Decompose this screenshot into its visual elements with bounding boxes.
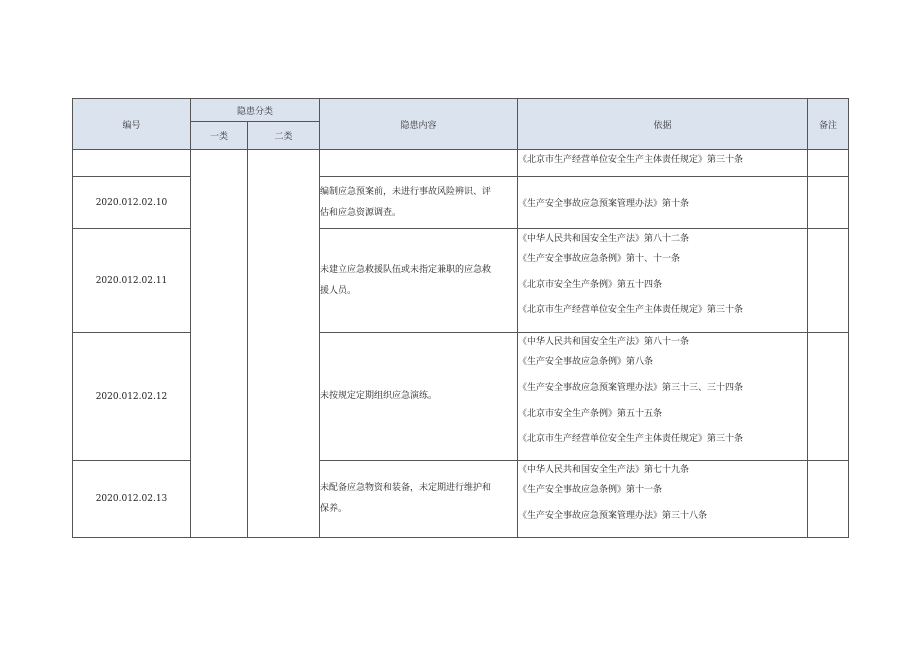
basis-line: 《生产安全事故应急条例》第八条 bbox=[518, 357, 654, 368]
row-content bbox=[320, 461, 518, 538]
header-cat2: 二类 bbox=[248, 122, 320, 150]
content-line: 援人员。 bbox=[320, 285, 357, 296]
row-id: 2020.012.02.10 bbox=[73, 177, 191, 229]
basis-line: 《北京市生产经营单位安全生产主体责任规定》第三十条 bbox=[518, 434, 744, 445]
basis-line: 《生产安全事故应急条例》第十、十一条 bbox=[518, 254, 681, 265]
basis-line: 《生产安全事故应急条例》第十一条 bbox=[518, 485, 663, 496]
row-content bbox=[320, 177, 518, 229]
row-content bbox=[320, 150, 518, 177]
remark-cell bbox=[808, 461, 849, 538]
header-cat1: 一类 bbox=[191, 122, 248, 150]
basis-line: 《北京市生产经营单位安全生产主体责任规定》第三十条 bbox=[518, 305, 744, 316]
remark-cell bbox=[808, 150, 849, 177]
basis-line: 《生产安全事故应急预案管理办法》第三十三、三十四条 bbox=[518, 382, 744, 393]
row-id: 2020.012.02.11 bbox=[73, 229, 191, 333]
table-row bbox=[73, 461, 849, 538]
header-category: 隐患分类 bbox=[191, 99, 320, 122]
basis-line: 《北京市安全生产条例》第五十五条 bbox=[518, 408, 663, 419]
remark-cell bbox=[808, 229, 849, 333]
content-line: 未配备应急物资和装备，未定期进行维护和 bbox=[320, 483, 492, 493]
content-line: 未建立应急救援队伍或未指定兼职的应急救 bbox=[320, 264, 492, 275]
row-content bbox=[320, 333, 518, 461]
table-row bbox=[73, 150, 849, 177]
basis-line: 《生产安全事故应急预案管理办法》第十条 bbox=[518, 199, 690, 209]
row-id: 2020.012.02.12 bbox=[73, 333, 191, 461]
basis-line: 《北京市生产经营单位安全生产主体责任规定》第三十条 bbox=[518, 155, 744, 165]
row-basis bbox=[518, 461, 808, 538]
row-basis bbox=[518, 229, 808, 333]
table-row bbox=[73, 333, 849, 461]
header-id: 编号 bbox=[73, 99, 191, 150]
row-basis bbox=[518, 177, 808, 229]
basis-line: 《中华人民共和国安全生产法》第八十二条 bbox=[518, 234, 690, 245]
row-id bbox=[73, 150, 191, 177]
header-remark: 备注 bbox=[808, 99, 849, 150]
cat1-cell bbox=[191, 150, 248, 538]
header-basis: 依据 bbox=[518, 99, 808, 150]
row-id: 2020.012.02.13 bbox=[73, 461, 191, 538]
hazard-table bbox=[72, 98, 849, 538]
header-content: 隐患内容 bbox=[320, 99, 518, 150]
content-line: 未按规定定期组织应急演练。 bbox=[320, 391, 438, 401]
remark-cell bbox=[808, 333, 849, 461]
row-content bbox=[320, 229, 518, 333]
table-row bbox=[73, 229, 849, 333]
basis-line: 《中华人民共和国安全生产法》第七十九条 bbox=[518, 465, 690, 476]
basis-line: 《生产安全事故应急预案管理办法》第三十八条 bbox=[518, 511, 708, 521]
content-line: 编制应急预案前，未进行事故风险辨识、评 bbox=[320, 186, 492, 197]
cat2-cell bbox=[248, 150, 320, 538]
table-row bbox=[73, 177, 849, 229]
remark-cell bbox=[808, 177, 849, 229]
basis-line: 《中华人民共和国安全生产法》第八十一条 bbox=[518, 337, 690, 348]
row-basis bbox=[518, 333, 808, 461]
content-line: 估和应急资源调查。 bbox=[320, 207, 402, 218]
content-line: 保养。 bbox=[320, 504, 348, 514]
row-basis bbox=[518, 150, 808, 177]
basis-line: 《北京市安全生产条例》第五十四条 bbox=[518, 279, 663, 290]
